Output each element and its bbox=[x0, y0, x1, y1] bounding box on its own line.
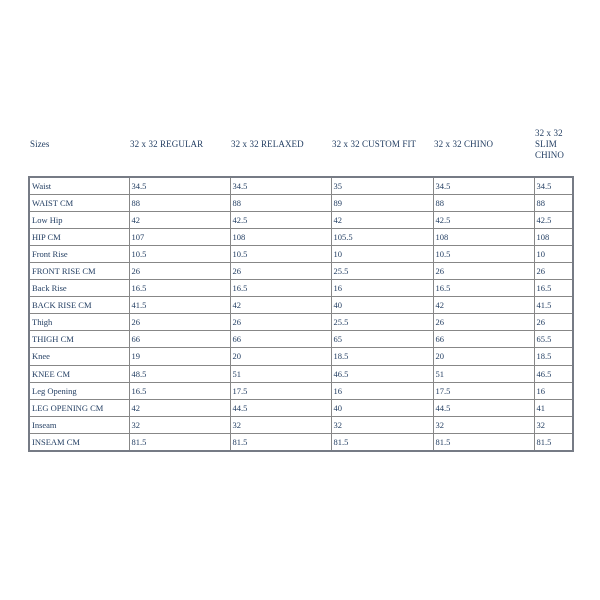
table-cell: 81.5 bbox=[230, 433, 331, 450]
table-cell: 20 bbox=[230, 348, 331, 365]
table-row bbox=[29, 433, 573, 450]
table-cell: 16 bbox=[534, 382, 573, 399]
row-label: KNEE CM bbox=[29, 365, 129, 382]
column-header: 32 x 32 REGULAR bbox=[130, 138, 204, 149]
table-cell: 105.5 bbox=[331, 228, 433, 245]
table-cell: 65 bbox=[331, 331, 433, 348]
row-label: Waist bbox=[29, 177, 129, 194]
row-label: Low Hip bbox=[29, 211, 129, 228]
table-cell: 42 bbox=[129, 211, 230, 228]
table-cell: 46.5 bbox=[534, 365, 573, 382]
table-cell: 10 bbox=[534, 245, 573, 262]
table-cell: 42 bbox=[433, 297, 534, 314]
table-row bbox=[29, 416, 573, 433]
table-cell: 40 bbox=[331, 297, 433, 314]
table-cell: 41.5 bbox=[534, 297, 573, 314]
table-cell: 26 bbox=[534, 262, 573, 279]
table-cell: 25.5 bbox=[331, 314, 433, 331]
table-row bbox=[29, 245, 573, 262]
table-cell: 26 bbox=[129, 314, 230, 331]
size-chart-header-row bbox=[28, 121, 588, 167]
table-row bbox=[29, 382, 573, 399]
table-cell: 16.5 bbox=[129, 280, 230, 297]
table-cell: 48.5 bbox=[129, 365, 230, 382]
table-cell: 40 bbox=[331, 399, 433, 416]
table-row bbox=[29, 177, 573, 194]
table-cell: 88 bbox=[433, 194, 534, 211]
table-cell: 88 bbox=[129, 194, 230, 211]
table-cell: 16 bbox=[331, 382, 433, 399]
table-cell: 81.5 bbox=[129, 433, 230, 450]
table-cell: 42.5 bbox=[230, 211, 331, 228]
table-cell: 26 bbox=[129, 262, 230, 279]
table-cell: 10.5 bbox=[230, 245, 331, 262]
table-cell: 32 bbox=[230, 416, 331, 433]
row-label: Front Rise bbox=[29, 245, 129, 262]
row-label: LEG OPENING CM bbox=[29, 399, 129, 416]
table-row bbox=[29, 194, 573, 211]
table-cell: 16.5 bbox=[230, 280, 331, 297]
table-cell: 42 bbox=[230, 297, 331, 314]
table-cell: 34.5 bbox=[230, 177, 331, 194]
table-cell: 17.5 bbox=[433, 382, 534, 399]
table-cell: 32 bbox=[331, 416, 433, 433]
table-row bbox=[29, 297, 573, 314]
table-row bbox=[29, 211, 573, 228]
table-cell: 51 bbox=[433, 365, 534, 382]
table-cell: 26 bbox=[230, 262, 331, 279]
table-cell: 18.5 bbox=[331, 348, 433, 365]
table-cell: 88 bbox=[534, 194, 573, 211]
table-cell: 17.5 bbox=[230, 382, 331, 399]
table-cell: 26 bbox=[534, 314, 573, 331]
table-cell: 42 bbox=[129, 399, 230, 416]
table-cell: 10.5 bbox=[433, 245, 534, 262]
table-cell: 66 bbox=[230, 331, 331, 348]
table-cell: 44.5 bbox=[230, 399, 331, 416]
table-row bbox=[29, 314, 573, 331]
table-row bbox=[29, 228, 573, 245]
table-cell: 108 bbox=[433, 228, 534, 245]
table-cell: 35 bbox=[331, 177, 433, 194]
table-cell: 42 bbox=[331, 211, 433, 228]
table-cell: 32 bbox=[534, 416, 573, 433]
table-cell: 66 bbox=[129, 331, 230, 348]
row-label: Thigh bbox=[29, 314, 129, 331]
table-cell: 107 bbox=[129, 228, 230, 245]
row-label: Back Rise bbox=[29, 280, 129, 297]
column-header: 32 x 32 SLIM CHINO bbox=[535, 127, 564, 160]
column-header: 32 x 32 RELAXED bbox=[231, 138, 304, 149]
row-label: THIGH CM bbox=[29, 331, 129, 348]
table-cell: 10 bbox=[331, 245, 433, 262]
table-cell: 89 bbox=[331, 194, 433, 211]
table-cell: 66 bbox=[433, 331, 534, 348]
table-cell: 88 bbox=[230, 194, 331, 211]
table-cell: 34.5 bbox=[534, 177, 573, 194]
table-cell: 18.5 bbox=[534, 348, 573, 365]
table-cell: 25.5 bbox=[331, 262, 433, 279]
column-header: 32 x 32 CUSTOM FIT bbox=[332, 138, 417, 149]
table-cell: 26 bbox=[433, 262, 534, 279]
table-cell: 26 bbox=[433, 314, 534, 331]
table-row bbox=[29, 262, 573, 279]
column-header: 32 x 32 CHINO bbox=[434, 138, 494, 149]
table-row bbox=[29, 348, 573, 365]
table-cell: 34.5 bbox=[433, 177, 534, 194]
table-cell: 41 bbox=[534, 399, 573, 416]
table-cell: 20 bbox=[433, 348, 534, 365]
row-label: INSEAM CM bbox=[29, 433, 129, 450]
corner-header-sizes: Sizes bbox=[30, 138, 50, 149]
table-row bbox=[29, 399, 573, 416]
table-cell: 81.5 bbox=[534, 433, 573, 450]
row-label: Knee bbox=[29, 348, 129, 365]
size-chart-table bbox=[28, 176, 574, 452]
table-cell: 19 bbox=[129, 348, 230, 365]
row-label: Leg Opening bbox=[29, 382, 129, 399]
table-cell: 10.5 bbox=[129, 245, 230, 262]
row-label: BACK RISE CM bbox=[29, 297, 129, 314]
table-row bbox=[29, 331, 573, 348]
row-label: FRONT RISE CM bbox=[29, 262, 129, 279]
table-cell: 26 bbox=[230, 314, 331, 331]
table-cell: 81.5 bbox=[331, 433, 433, 450]
table-cell: 65.5 bbox=[534, 331, 573, 348]
table-cell: 16 bbox=[331, 280, 433, 297]
table-cell: 16.5 bbox=[534, 280, 573, 297]
table-cell: 108 bbox=[230, 228, 331, 245]
size-chart-body bbox=[29, 177, 573, 451]
table-cell: 41.5 bbox=[129, 297, 230, 314]
table-cell: 108 bbox=[534, 228, 573, 245]
table-cell: 32 bbox=[433, 416, 534, 433]
row-label: WAIST CM bbox=[29, 194, 129, 211]
table-cell: 42.5 bbox=[534, 211, 573, 228]
table-cell: 34.5 bbox=[129, 177, 230, 194]
table-cell: 81.5 bbox=[433, 433, 534, 450]
table-cell: 51 bbox=[230, 365, 331, 382]
table-cell: 16.5 bbox=[129, 382, 230, 399]
table-cell: 16.5 bbox=[433, 280, 534, 297]
row-label: HIP CM bbox=[29, 228, 129, 245]
table-cell: 44.5 bbox=[433, 399, 534, 416]
table-row bbox=[29, 365, 573, 382]
table-cell: 32 bbox=[129, 416, 230, 433]
table-cell: 42.5 bbox=[433, 211, 534, 228]
row-label: Inseam bbox=[29, 416, 129, 433]
table-row bbox=[29, 280, 573, 297]
table-cell: 46.5 bbox=[331, 365, 433, 382]
